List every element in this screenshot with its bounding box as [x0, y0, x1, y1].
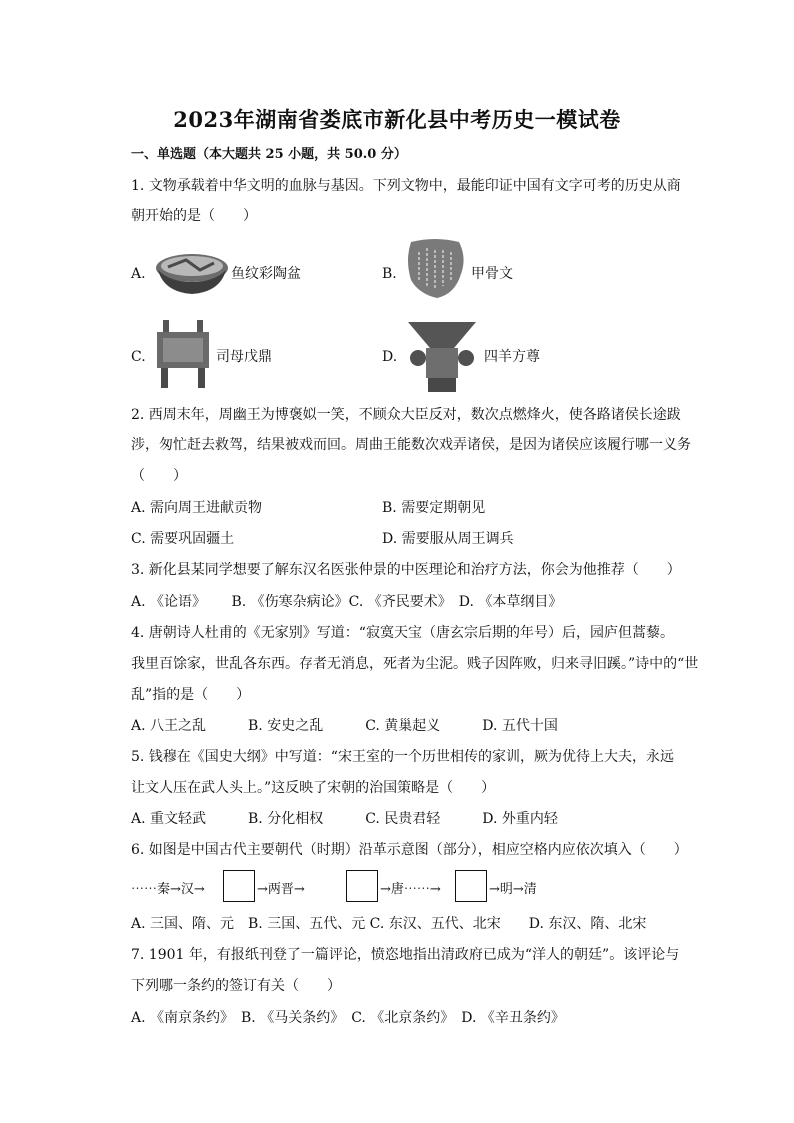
- q7-stem-line2: 下列哪一条约的签订有关（ ）: [131, 978, 341, 994]
- q1-option-d-letter: D.: [382, 349, 398, 365]
- q2-stem-line2: 涉，匆忙赶去救驾，结果被戏而回。周曲王能数次戏弄诸侯，是因为诸侯应该履行哪一义务: [131, 437, 691, 453]
- flow-blank-box-1: [223, 870, 255, 902]
- q1-option-a-label: 鱼纹彩陶盆: [231, 266, 301, 282]
- q2-stem-line3: （ ）: [131, 468, 187, 484]
- flow-blank-box-2: [346, 870, 378, 902]
- simuwu-ding-image: [153, 318, 213, 390]
- q7-options: A. 《南京条约》 B. 《马关条约》 C. 《北京条约》 D. 《辛丑条约》: [131, 1010, 565, 1026]
- oracle-bone-image: [405, 236, 467, 300]
- q1-option-b-letter: B.: [382, 266, 397, 282]
- flow-segment-qin-han: ⋯⋯秦→汉→: [131, 882, 205, 897]
- q3-options: A. 《论语》 B. 《伤寒杂病论》C. 《齐民要术》 D. 《本草纲目》: [131, 594, 563, 610]
- q1-option-a-letter: A.: [131, 266, 146, 282]
- section-heading: 一、单选题（本大题共 25 小题，共 50.0 分）: [131, 147, 407, 162]
- q4-stem-line3: 乱”指的是（ ）: [131, 687, 251, 703]
- q4-stem-line1: 4. 唐朝诗人杜甫的《无家别》写道：“寂寞天宝（唐玄宗后期的年号）后，园庐但蒿藜。: [131, 625, 674, 641]
- q6-stem: 6. 如图是中国古代主要朝代（时期）沿革示意图（部分），相应空格内应依次填入（ ）: [131, 842, 688, 858]
- q5-stem-line1: 5. 钱穆在《国史大纲》中写道：“宋王室的一个历世相传的家训，厥为优待上大夫，永远: [131, 749, 674, 765]
- q7-stem-line1: 7. 1901 年，有报纸刊登了一篇评论，愤恣地指出清政府已成为“洋人的朝廷”。该评论与: [131, 947, 680, 963]
- q6-options: A. 三国、隋、元 B. 三国、五代、元 C. 东汉、五代、北宋 D. 东汉、隋、北宋: [131, 916, 647, 932]
- q1-stem-line1: 1. 文物承载着中华文明的血脉与基因。下列文物中，最能印证中国有文字可考的历史从商: [131, 178, 681, 194]
- q1-option-c-label: 司母戊鼎: [216, 349, 272, 365]
- q5-stem-line2: 让文人压在武人头上。”这反映了宋朝的治国策略是（ ）: [131, 780, 496, 796]
- flow-segment-ming-qing: →明→清: [489, 882, 537, 897]
- q1-stem-line2: 朝开始的是（ ）: [131, 208, 257, 224]
- q5-options: A. 重文轻武 B. 分化相权 C. 民贵君轻 D. 外重内轻: [131, 811, 558, 827]
- q2-option-b: B. 需要定期朝见: [382, 500, 486, 516]
- flow-blank-box-3: [455, 870, 487, 902]
- q2-option-d: D. 需要服从周王调兵: [382, 531, 514, 547]
- q2-option-a: A. 需向周王进献贡物: [131, 500, 263, 516]
- q1-option-d-label: 四羊方尊: [484, 349, 540, 365]
- page-title: 2023年湖南省娄底市新化县中考历史一模试卷: [173, 107, 621, 132]
- q4-options: A. 八王之乱 B. 安史之乱 C. 黄巢起义 D. 五代十国: [131, 718, 558, 734]
- fish-pattern-pottery-basin-image: [154, 248, 230, 298]
- q1-option-b-label: 甲骨文: [471, 266, 513, 282]
- q2-option-c: C. 需要巩固疆土: [131, 531, 235, 547]
- flow-segment-tang: →唐⋯⋯→: [380, 882, 441, 897]
- flow-segment-liangjin: →两晋→: [257, 882, 305, 897]
- q1-option-c-letter: C.: [131, 349, 146, 365]
- four-goat-square-zun-image: [404, 318, 480, 394]
- q3-stem: 3. 新化县某同学想要了解东汉名医张仲景的中医理论和治疗方法，你会为他推荐（ ）: [131, 562, 681, 578]
- dynasty-flow-diagram: [131, 870, 551, 906]
- q4-stem-line2: 我里百馀家，世乱各东西。存者无消息，死者为尘泥。贱子因阵败，归来寻旧蹊。”诗中的“世: [131, 656, 699, 672]
- q2-stem-line1: 2. 西周末年，周幽王为博褒姒一笑，不顾众大臣反对，数次点燃烽火，使各路诸侯长途跋: [131, 407, 681, 423]
